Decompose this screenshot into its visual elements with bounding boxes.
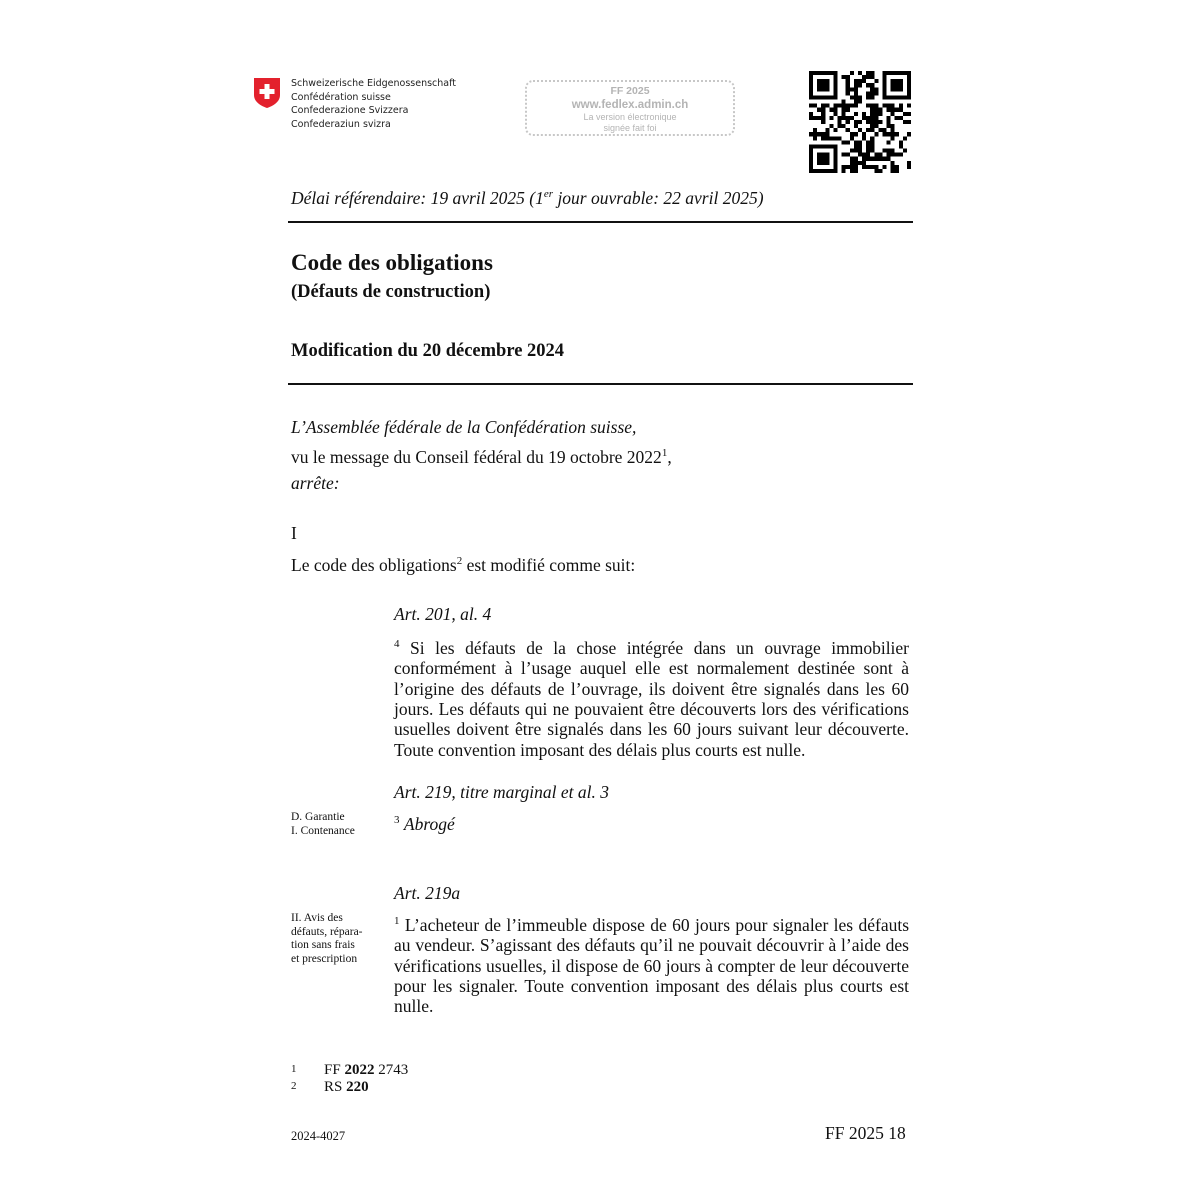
referendum-text-end: jour ouvrable: 22 avril 2025) (553, 188, 764, 208)
federation-names (291, 77, 456, 131)
paragraph-text: Si les défauts de la chose intégrée dans un ouvrage immobilier conformément à l’usage auquel elle est normalement destinée sont à l’origine des défauts de l’ouvrage, ils doivent être signalés dans les 60 jours. Les défauts qui ne pouvaient être découverts lors des vérifications usuelles doivent être signalés dans les 60 jours suivant leur découverte. Toute convention imposant des délais plus courts est nulle. (394, 637, 910, 760)
marginal-line: tion sans frais (291, 939, 355, 951)
document-id: 2024-4027 (291, 1129, 346, 1143)
document-subtitle: (Défauts de construction) (291, 282, 491, 302)
section-intro-end: est modifié comme suit: (462, 555, 636, 575)
preamble-message-line (291, 440, 672, 470)
qr-code-icon (809, 71, 911, 173)
article-heading-219: Art. 219, titre marginal et al. 3 (394, 782, 610, 802)
section-intro (291, 555, 635, 576)
title-divider (288, 383, 913, 385)
swiss-cross-logo (253, 77, 281, 109)
article-heading-201: Art. 201, al. 4 (394, 604, 492, 624)
paragraph-text: Abrogé (403, 813, 455, 834)
preamble (291, 414, 672, 496)
footnote-number: 1 (291, 1063, 297, 1075)
footnote-1 (291, 1062, 408, 1079)
article-201-paragraph (394, 634, 909, 760)
preamble-assembly: L’Assemblée fédérale de la Confédération suisse, (291, 417, 637, 437)
federation-name-fr: Confédération suisse (291, 91, 391, 103)
footnotes (291, 1062, 408, 1096)
preamble-message: vu le message du Conseil fédéral du 19 octobre 2022 (291, 446, 662, 467)
marginal-title-219 (291, 811, 377, 838)
footnote-suffix: 2743 (374, 1062, 409, 1078)
footnote-text (324, 1062, 408, 1079)
footnote-2 (291, 1079, 408, 1096)
paragraph-text: L’acheteur de l’immeuble dispose de 60 jours pour signaler les défauts au vendeur. S’agissant des défauts qu’il ne pouvait découvrir à l’aide des vérifications usuelles, il dispose de 60 jours à compter de leur découverte pour les signaler. Toute convention imposant des délais plus courts est nulle. (394, 914, 910, 1017)
referendum-text-start: Délai référendaire: 19 avril 2025 (1 (291, 188, 544, 208)
stamp-line-ff: FF 2025 (610, 85, 650, 97)
page-reference: FF 2025 18 (825, 1123, 906, 1143)
article-219a-paragraph (394, 911, 909, 1017)
federation-name-de: Schweizerische Eidgenossenschaft (291, 78, 457, 89)
footnote-ref-1: 1 (661, 447, 668, 459)
federation-name-it: Confederazione Svizzera (291, 105, 409, 116)
document-title: Code des obligations (291, 250, 493, 275)
section-intro-text: Le code des obligations (291, 555, 457, 575)
footnote-prefix: RS (324, 1079, 347, 1095)
stamp-line-url: www.fedlex.admin.ch (571, 99, 689, 111)
footnote-prefix: FF (324, 1062, 345, 1078)
header-divider (288, 221, 913, 223)
referendum-deadline (291, 188, 764, 209)
stamp-line-authority: signée fait foi (603, 123, 657, 133)
marginal-line: I. Contenance (291, 824, 355, 837)
referendum-ordinal: er (543, 188, 554, 201)
paragraph-number: 1 (394, 915, 400, 927)
modification-date: Modification du 20 décembre 2024 (291, 341, 565, 361)
preamble-decree: arrête: (291, 472, 340, 493)
paragraph-number: 3 (394, 814, 400, 826)
marginal-line: et prescription (291, 952, 358, 965)
federation-name-rm: Confederaziun svizra (291, 118, 391, 130)
article-heading-219a: Art. 219a (394, 883, 461, 903)
marginal-line: II. Avis des (291, 912, 343, 924)
stamp-line-version: La version électronique (583, 112, 677, 122)
footnote-year: 2022 (344, 1062, 375, 1078)
section-number: I (291, 523, 297, 543)
footnote-number-bold: 220 (346, 1079, 369, 1095)
footnote-number: 2 (291, 1080, 297, 1092)
article-219-paragraph (394, 810, 909, 834)
footnote-ref-2: 2 (456, 555, 463, 568)
marginal-line: D. Garantie (291, 811, 345, 823)
marginal-title-219a (291, 912, 377, 966)
paragraph-number: 4 (394, 638, 400, 650)
electronic-signature-stamp (525, 80, 735, 136)
marginal-line: défauts, répara- (291, 925, 363, 938)
preamble-message-end: , (667, 446, 672, 467)
footnote-text (324, 1079, 369, 1096)
